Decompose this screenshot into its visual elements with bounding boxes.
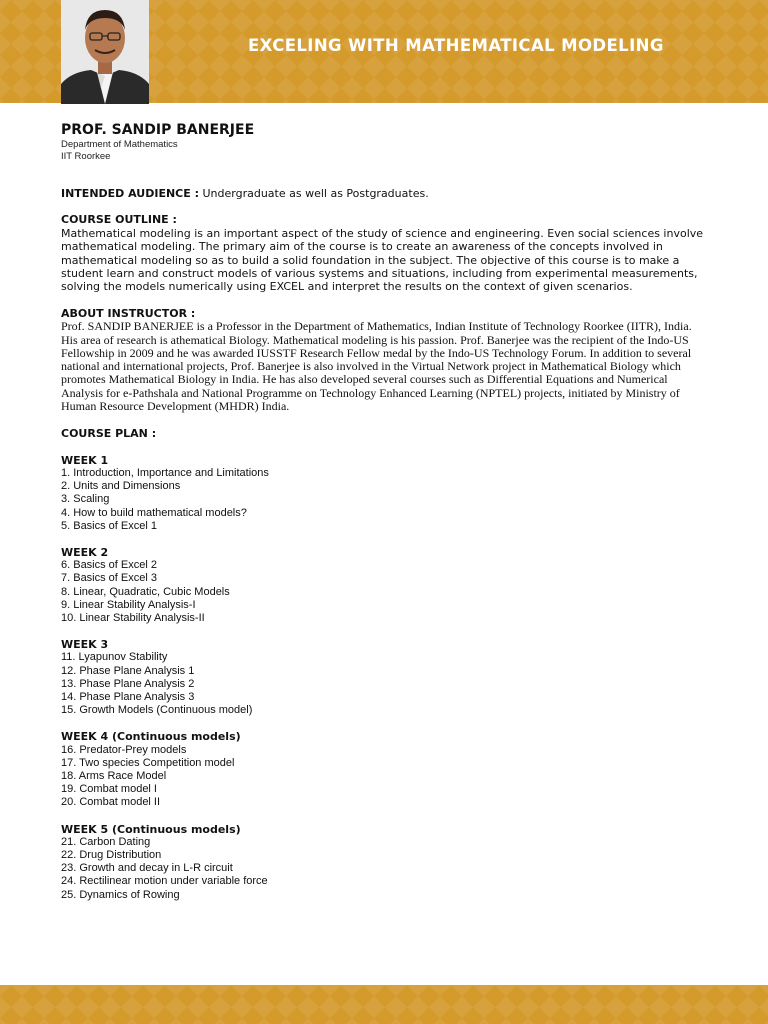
list-item: 16. Predator-Prey models (61, 743, 187, 756)
week-heading: WEEK 2 (61, 545, 109, 559)
week-block (61, 638, 711, 717)
week-block (61, 546, 711, 625)
list-item: 1. Introduction, Importance and Limitations (61, 466, 269, 479)
list-item: 19. Combat model I (61, 783, 157, 796)
list-item: 17. Two species Competition model (61, 756, 235, 769)
about-instructor-label: ABOUT INSTRUCTOR : (61, 306, 196, 320)
course-plan-label: COURSE PLAN : (61, 427, 157, 441)
instructor-portrait-image (61, 0, 149, 104)
list-item: 2. Units and Dimensions (61, 480, 181, 493)
list-item: 23. Growth and decay in L-R circuit (61, 862, 233, 875)
course-title: EXCELING WITH MATHEMATICAL MODELING (248, 36, 664, 55)
list-item: 25. Dynamics of Rowing (61, 888, 180, 901)
week-heading: WEEK 3 (61, 638, 109, 652)
footer-band (0, 985, 768, 1024)
list-item: 11. Lyapunov Stability (61, 651, 168, 664)
course-plan-weeks (61, 454, 711, 902)
list-item: 14. Phase Plane Analysis 3 (61, 690, 195, 703)
course-outline-label: COURSE OUTLINE : (61, 213, 177, 227)
list-item: 24. Rectilinear motion under variable force (61, 875, 268, 888)
list-item: 6. Basics of Excel 2 (61, 559, 157, 572)
course-outline-text: Mathematical modeling is an important aspect of the study of science and engineering. Even social sciences involve mathematical modeling. The primary aim of the course is to create an awareness of the concepts involved in mathematical modeling so as to build a solid foundation in the subject. The objective of this course is to make a student learn and construct models of various systems and situations, including from experimental measurements, solving the models numerically using EXCEL and interpret the results on the context of given scenarios. (61, 226, 704, 294)
header-banner (0, 0, 768, 103)
list-item: 7. Basics of Excel 3 (61, 572, 157, 585)
list-item: 3. Scaling (61, 493, 110, 506)
week-heading: WEEK 1 (61, 453, 109, 467)
instructor-name: PROF. SANDIP BANERJEE (61, 122, 255, 138)
intended-audience-value: Undergraduate as well as Postgraduates. (199, 187, 429, 200)
list-item: 20. Combat model II (61, 796, 161, 809)
list-item: 21. Carbon Dating (61, 835, 151, 848)
document-body (61, 122, 711, 902)
week-block (61, 454, 711, 533)
week-heading: WEEK 4 (Continuous models) (61, 730, 241, 744)
week-block (61, 823, 711, 902)
instructor-institute: IIT Roorkee (61, 151, 111, 162)
week-block (61, 730, 711, 809)
list-item: 12. Phase Plane Analysis 1 (61, 664, 195, 677)
list-item: 4. How to build mathematical models? (61, 506, 247, 519)
list-item: 9. Linear Stability Analysis-I (61, 598, 196, 611)
list-item: 5. Basics of Excel 1 (61, 519, 157, 532)
list-item: 13. Phase Plane Analysis 2 (61, 677, 195, 690)
list-item: 22. Drug Distribution (61, 849, 162, 862)
list-item: 8. Linear, Quadratic, Cubic Models (61, 585, 230, 598)
intended-audience-label: INTENDED AUDIENCE : (61, 187, 199, 200)
list-item: 15. Growth Models (Continuous model) (61, 704, 253, 717)
list-item: 18. Arms Race Model (61, 770, 167, 782)
instructor-photo (61, 0, 149, 104)
intended-audience (61, 187, 711, 200)
about-instructor-text: Prof. SANDIP BANERJEE is a Professor in the Department of Mathematics, Indian Institute of Technology Roorkee (IITR), India. His area of research is athematical Biology. Mathematical modeling is his passion. Prof. Banerjee was the recipient of the Indo-US Fellowship in 2009 and he was awarded IUSSTF Research Fellow medal by the Indo-US Technology Forum. In addition to several national and international projects, Prof. Banerjee is also involved in the Virtual Network project in Mathematical Biology which promotes Mathematical Biology in India. He has also developed several courses such as Differential Equations and Numerical Analysis for e-Pathshala and National Programme on Technology Enhanced Learning (NPTEL) projects, initiated by Ministry of Human Resource Development (MHDR) India. (61, 319, 692, 414)
week-heading: WEEK 5 (Continuous models) (61, 822, 241, 836)
instructor-department: Department of Mathematics (61, 139, 178, 150)
list-item: 10. Linear Stability Analysis-II (61, 611, 205, 624)
